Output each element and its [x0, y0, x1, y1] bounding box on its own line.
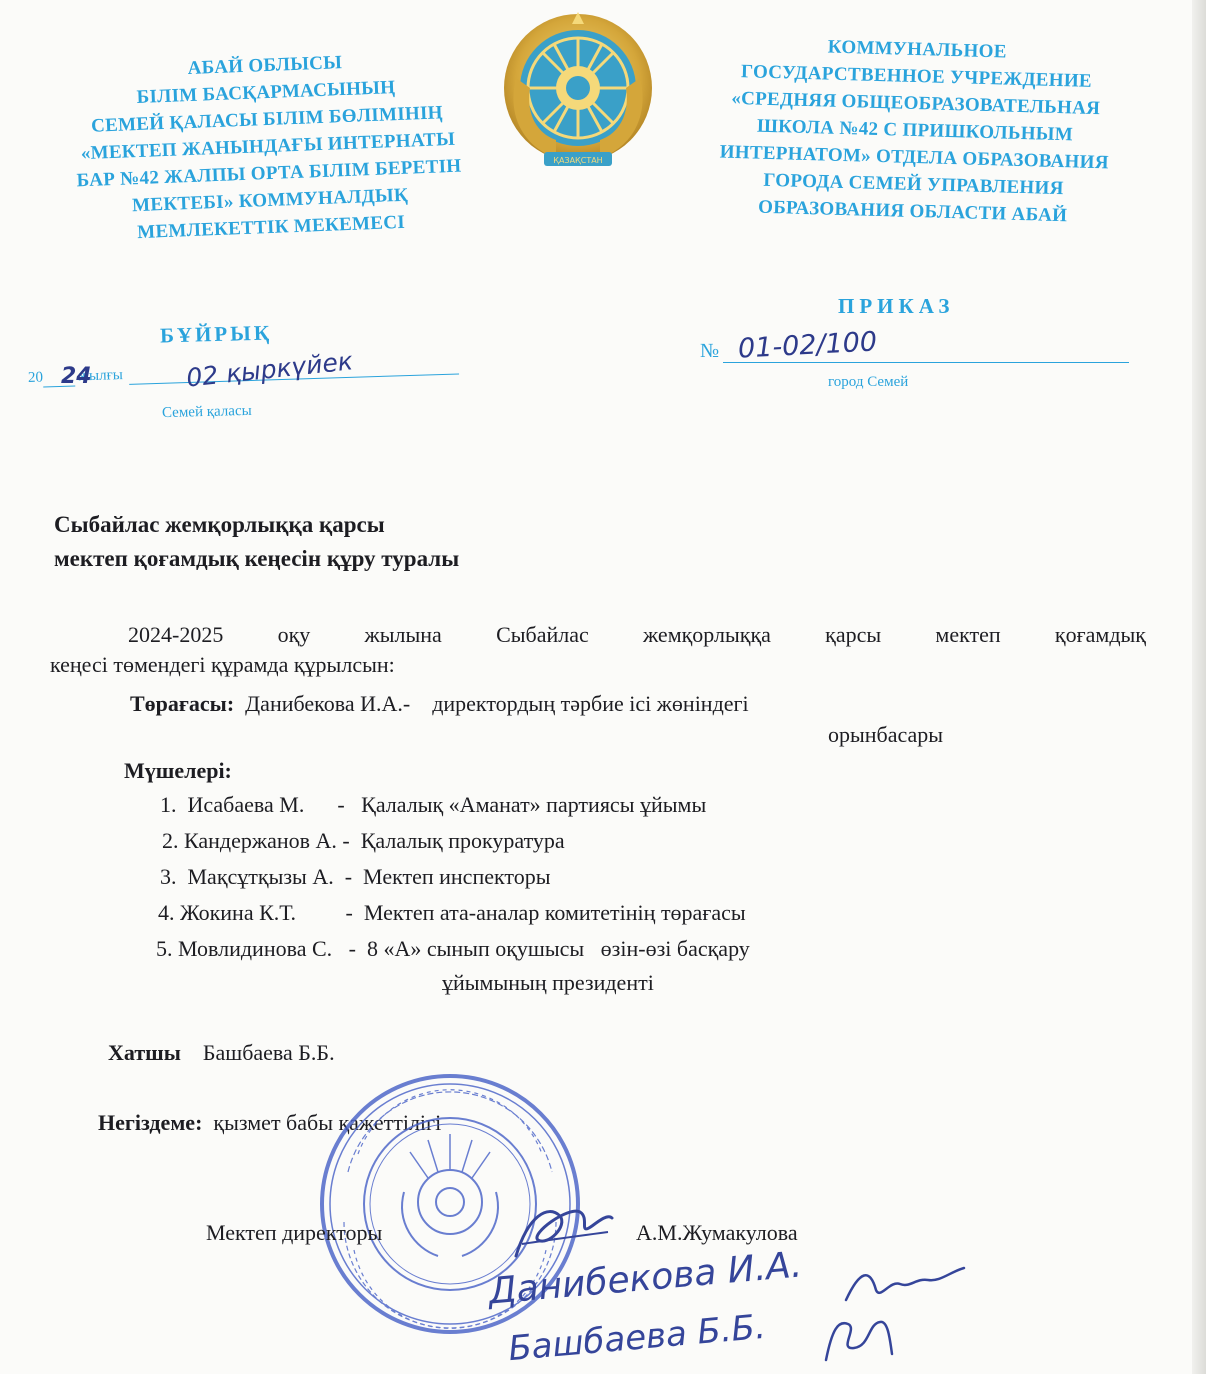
member-item: 2. Кандержанов А. - Қалалық прокуратура: [162, 828, 565, 853]
intro-line-2: кеңесі төмендегі құрамда құрылсын:: [50, 652, 395, 677]
secretary-label: Хатшы: [108, 1040, 181, 1065]
year-prefix: 20: [27, 369, 44, 386]
title-line: Сыбайлас жемқорлыққа қарсы: [54, 512, 385, 537]
header-ru-line: ГОСУДАРСТВЕННОЕ УЧРЕЖДЕНИЕ: [740, 61, 1093, 92]
emblem-text: ҚАЗАҚСТАН: [553, 156, 603, 165]
year-suffix: жылғы: [78, 367, 124, 385]
city-ru: город Семей: [828, 374, 909, 390]
page-edge: [1192, 0, 1206, 1374]
chair-role: директордың тәрбие ісі жөніндегі: [432, 691, 749, 716]
secretary-name: Башбаева Б.Б.: [202, 1040, 335, 1065]
header-ru-line: ИНТЕРНАТОМ» ОТДЕЛА ОБРАЗОВАНИЯ: [719, 141, 1110, 174]
chair-name: Данибекова И.А.-: [245, 691, 411, 716]
document-title: [54, 508, 459, 576]
header-kz-line: МЕКТЕБІ» КОММУНАЛДЫҚ: [131, 184, 409, 217]
director-signature-icon: [508, 1196, 618, 1266]
secretary-row: [108, 1040, 335, 1066]
header-russian: [687, 30, 1142, 231]
members-label: Мүшелері:: [124, 758, 232, 783]
header-kz-line: БІЛІМ БАСҚАРМАСЫНЫҢ: [136, 77, 396, 108]
member-item: 5. Мовлидинова С. - 8 «А» сынып оқушысы өзін-өзі басқару: [156, 936, 750, 961]
acknowledgement-signature-1-icon: [840, 1260, 970, 1310]
basis-text: қызмет бабы қажеттілігі: [213, 1110, 442, 1135]
header-ru-line: «СРЕДНЯЯ ОБЩЕОБРАЗОВАТЕЛЬНАЯ: [731, 87, 1101, 120]
member-item: 1. Исабаева М. - Қалалық «Аманат» партиясы ұйымы: [160, 792, 707, 817]
chair-role-cont: орынбасары: [828, 722, 944, 747]
header-ru-line: ОБРАЗОВАНИЯ ОБЛАСТИ АБАЙ: [757, 196, 1068, 227]
director-title: Мектеп директоры: [206, 1220, 383, 1245]
header-ru-line: КОММУНАЛЬНОЕ: [827, 36, 1007, 63]
header-kz-line: «МЕКТЕП ЖАНЫНДАҒЫ ИНТЕРНАТЫ: [80, 128, 456, 165]
director-name: А.М.Жумакулова: [636, 1220, 798, 1245]
header-kz-line: БАР №42 ЖАЛПЫ ОРТА БІЛІМ БЕРЕТІН: [76, 155, 462, 192]
handwritten-acknowledgement-1: Данибекова И.А.: [486, 1244, 804, 1313]
chair-row: [130, 688, 749, 720]
number-prefix: №: [700, 340, 720, 362]
title-line: мектеп қоғамдық кеңесін құру туралы: [54, 546, 460, 571]
handwritten-order-number: 01-02/100: [737, 326, 878, 365]
acknowledgement-signature-2-icon: [818, 1310, 898, 1370]
member-item: 4. Жокина К.Т. - Мектеп ата-аналар комитетінің төрағасы: [158, 900, 746, 925]
city-kz: Семей қаласы: [161, 402, 252, 422]
header-kazakh: [55, 44, 482, 249]
handwritten-acknowledgement-2: Башбаева Б.Б.: [506, 1306, 768, 1370]
handwritten-year: 24: [61, 364, 92, 389]
handwritten-date: 02 қыркүйек: [184, 346, 355, 393]
header-ru-line: ГОРОДА СЕМЕЙ УПРАВЛЕНИЯ: [763, 169, 1064, 200]
header-kz-line: СЕМЕЙ ҚАЛАСЫ БІЛІМ БӨЛІМІНІҢ: [90, 102, 444, 137]
member-item-cont: ұйымының президенті: [442, 970, 654, 995]
header-ru-line: ШКОЛА №42 С ПРИШКОЛЬНЫМ: [756, 115, 1074, 146]
order-label-ru: ПРИКАЗ: [838, 294, 955, 318]
basis-label: Негіздеме:: [98, 1110, 203, 1135]
state-emblem-icon: [496, 8, 660, 172]
member-item: 3. Мақсұтқызы А. - Мектеп инспекторы: [160, 864, 551, 889]
intro-line-1: 2024-2025 оқу жылына Сыбайлас жемқорлыққа қарсы мектеп қоғамдық: [128, 622, 1146, 647]
chair-label: Төрағасы:: [130, 691, 235, 716]
header-kz-line: МЕМЛЕКЕТТІК МЕКЕМЕСІ: [136, 211, 406, 244]
header-kz-line: АБАЙ ОБЛЫСЫ: [187, 52, 343, 80]
order-label-kz: БҰЙРЫҚ: [159, 320, 273, 348]
